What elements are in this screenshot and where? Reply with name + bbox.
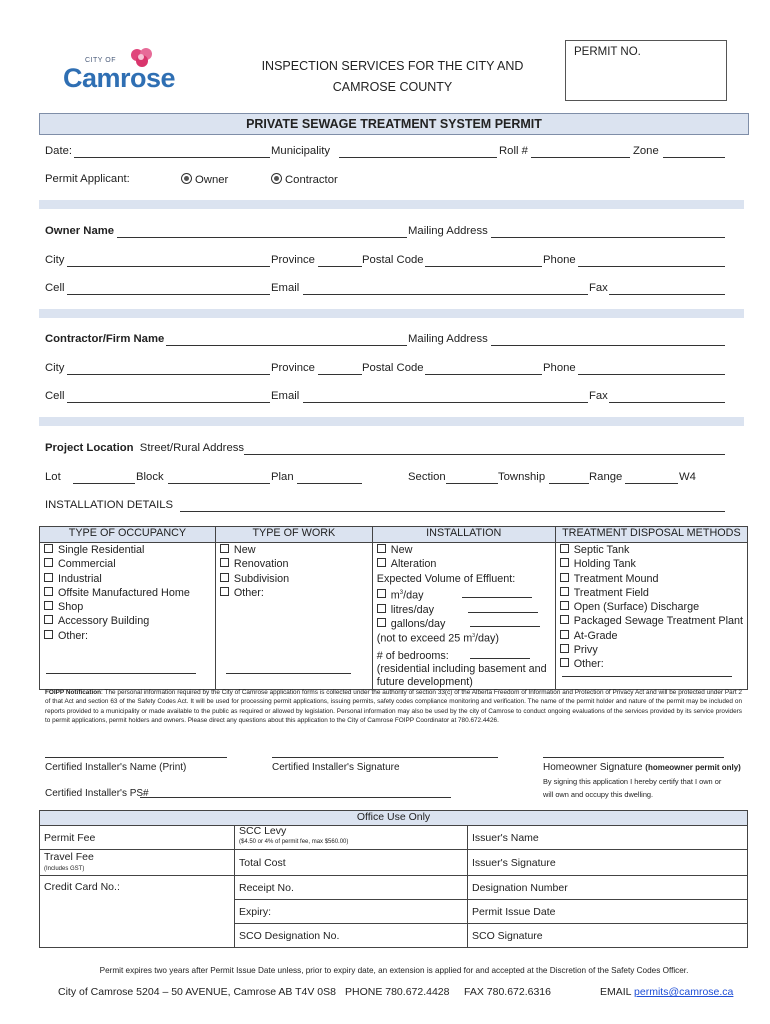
disposal-column: [555, 543, 747, 690]
owner-postal-label: Postal Code: [362, 254, 424, 266]
checkbox-icon: [44, 544, 53, 553]
section-divider: [39, 200, 744, 209]
checkbox-icon: [377, 618, 386, 627]
camrose-logo: [63, 48, 203, 98]
section-divider: [39, 417, 744, 426]
bedrooms-row: # of bedrooms:: [377, 649, 551, 663]
w4-label: W4: [679, 471, 696, 483]
header-disposal: TREATMENT DISPOSAL METHODS: [555, 527, 747, 543]
owner-mailing-label: Mailing Address: [408, 225, 488, 237]
scc-levy-cell[interactable]: SCC Levy ($4.50 or 4% of permit fee, max $560.00): [235, 826, 468, 850]
work-column: [215, 543, 372, 690]
street-address-label: Street/Rural Address: [139, 442, 245, 454]
block-label: Block: [136, 471, 164, 483]
work-option[interactable]: Subdivision: [220, 572, 368, 586]
municipality-label: Municipality: [271, 145, 331, 157]
contractor-mailing-field[interactable]: [491, 345, 725, 346]
contractor-email-label: Email: [271, 390, 300, 402]
occupancy-option[interactable]: Industrial: [44, 572, 211, 586]
header-work: TYPE OF WORK: [215, 527, 372, 543]
disposal-option[interactable]: At-Grade: [560, 629, 743, 643]
block-field[interactable]: [168, 483, 270, 484]
owner-name-field[interactable]: [117, 237, 407, 238]
gallons-field[interactable]: [470, 626, 540, 627]
owner-phone-field[interactable]: [578, 266, 725, 267]
issuer-signature-cell[interactable]: Issuer's Signature: [468, 850, 748, 876]
litres-field[interactable]: [468, 612, 538, 613]
occupancy-option[interactable]: Shop: [44, 600, 211, 614]
occupancy-option[interactable]: Other:: [44, 629, 211, 643]
owner-phone-label: Phone: [543, 254, 576, 266]
disposal-option[interactable]: Treatment Mound: [560, 572, 743, 586]
not-exceed-note: (not to exceed 25 $m^3/day$): [376, 632, 500, 645]
contractor-mailing-label: Mailing Address: [408, 333, 488, 345]
installation-details-field[interactable]: [180, 511, 725, 512]
installer-ps-label: Certified Installer's PS#: [45, 788, 149, 799]
homeowner-sig-note: (homeowner permit only): [645, 763, 741, 772]
contractor-postal-label: Postal Code: [362, 362, 424, 374]
contractor-radio-label: Contractor: [285, 174, 338, 186]
zone-label: Zone: [633, 145, 659, 157]
litres-row[interactable]: litres/day: [377, 603, 551, 617]
expiry-cell[interactable]: Expiry:: [235, 900, 468, 924]
m3-field[interactable]: [462, 597, 532, 598]
contractor-radio[interactable]: [271, 173, 338, 186]
permit-no-label: PERMIT NO.: [574, 46, 641, 58]
bedrooms-field[interactable]: [470, 658, 530, 659]
checkbox-icon: [220, 587, 229, 596]
header-occupancy: TYPE OF OCCUPANCY: [40, 527, 216, 543]
installation-details-label: INSTALLATION DETAILS: [45, 499, 174, 511]
checkbox-icon: [44, 573, 53, 582]
gallons-row[interactable]: gallons/day: [377, 617, 551, 631]
credit-card-cell[interactable]: Credit Card No.:: [40, 876, 235, 948]
permit-no-box[interactable]: [565, 40, 727, 101]
contractor-cell-field[interactable]: [67, 402, 270, 403]
disposal-option[interactable]: Privy: [560, 643, 743, 657]
occupancy-option[interactable]: Commercial: [44, 557, 211, 571]
occupancy-column: [40, 543, 216, 690]
lot-label: Lot: [45, 471, 61, 483]
owner-mailing-field[interactable]: [491, 237, 725, 238]
designation-number-cell[interactable]: Designation Number: [468, 876, 748, 900]
roll-label: Roll #: [499, 145, 528, 157]
header-title: [245, 56, 540, 98]
contractor-province-label: Province: [271, 362, 315, 374]
disposal-option[interactable]: Packaged Sewage Treatment Plant: [560, 614, 743, 628]
disposal-option[interactable]: Treatment Field: [560, 586, 743, 600]
plan-field[interactable]: [297, 483, 362, 484]
owner-province-label: Province: [271, 254, 315, 266]
work-option[interactable]: Other:: [220, 586, 368, 600]
owner-name-label: Owner Name: [45, 225, 115, 237]
contractor-fax-label: Fax: [589, 390, 608, 402]
checkbox-icon: [377, 544, 386, 553]
township-label: Township: [498, 471, 546, 483]
contractor-phone-label: Phone: [543, 362, 576, 374]
section-label: Section: [408, 471, 446, 483]
section-divider: [39, 309, 744, 318]
checkbox-icon: [44, 615, 53, 624]
zone-field[interactable]: [663, 157, 725, 158]
municipality-field[interactable]: [339, 157, 497, 158]
occupancy-option[interactable]: Single Residential: [44, 543, 211, 557]
owner-postal-field[interactable]: [425, 266, 542, 267]
sco-signature-cell[interactable]: SCO Signature: [468, 924, 748, 948]
township-field[interactable]: [549, 483, 589, 484]
header-installation: INSTALLATION: [372, 527, 555, 543]
installer-signature-label: Certified Installer's Signature: [272, 762, 400, 773]
homeowner-signature-label: [543, 762, 741, 773]
project-location-label: [45, 442, 244, 454]
checkbox-icon: [560, 615, 569, 624]
homeowner-sig-text: Homeowner Signature: [543, 762, 643, 773]
installation-option[interactable]: New: [377, 543, 551, 557]
owner-radio[interactable]: [181, 173, 228, 186]
logo-wordmark: Camrose: [63, 63, 176, 93]
checkbox-icon: [560, 544, 569, 553]
checkbox-icon: [560, 630, 569, 639]
installer-signature-field[interactable]: [272, 757, 498, 758]
disposal-other-field[interactable]: [562, 676, 732, 677]
owner-cell-label: Cell: [45, 282, 65, 294]
logo-city-of: CITY OF: [85, 57, 116, 64]
checkbox-icon: [560, 558, 569, 567]
occupancy-option[interactable]: Offsite Manufactured Home: [44, 586, 211, 600]
expiry-note: Permit expires two years after Permit Issue Date unless, prior to expiry date, an extension is applied for and accepted at the Discretion of the Safety Codes Officer.: [99, 966, 689, 975]
checkbox-icon: [44, 601, 53, 610]
checkbox-icon: [377, 589, 386, 598]
checkbox-icon: [44, 587, 53, 596]
owner-province-field[interactable]: [318, 266, 362, 267]
contractor-cell-label: Cell: [45, 390, 65, 402]
effluent-label: Expected Volume of Effluent:: [376, 572, 516, 585]
occupancy-option[interactable]: Accessory Building: [44, 614, 211, 628]
checkbox-icon: [220, 558, 229, 567]
checkbox-icon: [44, 630, 53, 639]
contractor-name-field[interactable]: [166, 345, 407, 346]
owner-radio-label: Owner: [195, 174, 229, 186]
contractor-fax-field[interactable]: [609, 402, 725, 403]
contractor-name-label: Contractor/Firm Name: [45, 333, 165, 345]
section-field[interactable]: [446, 483, 498, 484]
disposal-option[interactable]: Open (Surface) Discharge: [560, 600, 743, 614]
installer-name-field[interactable]: [45, 757, 227, 758]
project-location-bold: Project Location: [45, 442, 134, 454]
owner-fax-label: Fax: [589, 282, 608, 294]
installer-name-label: Certified Installer's Name (Print): [45, 762, 187, 773]
certify-line2: will own and occupy this dwelling.: [543, 790, 654, 799]
checkbox-icon: [560, 587, 569, 596]
checkbox-icon: [560, 644, 569, 653]
checkbox-icon: [560, 601, 569, 610]
bedrooms-note: (residential including basement and future development): [376, 663, 547, 689]
range-field[interactable]: [625, 483, 678, 484]
work-option[interactable]: New: [220, 543, 368, 557]
owner-city-label: City: [45, 254, 65, 266]
form-title: PRIVATE SEWAGE TREATMENT SYSTEM PERMIT: [39, 113, 749, 135]
contractor-postal-field[interactable]: [425, 374, 542, 375]
checkbox-icon: [220, 573, 229, 582]
checkbox-icon: [377, 558, 386, 567]
disposal-option[interactable]: Septic Tank: [560, 543, 743, 557]
checkbox-icon: [560, 573, 569, 582]
radio-icon: [181, 173, 192, 184]
occupancy-other-field[interactable]: [46, 673, 196, 674]
receipt-no-cell[interactable]: Receipt No.: [235, 876, 468, 900]
email-link[interactable]: permits@camrose.ca: [634, 986, 734, 998]
total-cost-cell[interactable]: Total Cost: [235, 850, 468, 876]
footer-phone: PHONE 780.672.4428: [345, 986, 450, 998]
work-other-field[interactable]: [226, 673, 351, 674]
foip-title: FOIPP Notification: [45, 689, 102, 696]
installation-option[interactable]: Alteration: [377, 557, 551, 571]
lot-field[interactable]: [73, 483, 135, 484]
issuer-name-cell[interactable]: Issuer's Name: [468, 826, 748, 850]
header-title-line1: INSPECTION SERVICES FOR THE CITY AND: [261, 59, 524, 73]
owner-email-label: Email: [271, 282, 300, 294]
office-use-title: Office Use Only: [40, 811, 748, 826]
footer-email: [600, 986, 733, 998]
details-table: [39, 526, 748, 690]
checkbox-icon: [377, 604, 386, 613]
contractor-phone-field[interactable]: [578, 374, 725, 375]
foip-text: : The personal information required by the City of Camrose application forms is collected under the authority of section 33(c) of the Alberta Freedom of Information and Protection of Privacy Act and will be protected under Part 2 of that Act and section 63 of the Safety Codes Act. It will be used for processing permit applications, issuing permits, safety codes compliance monitoring and verification. The name of the permit holder and nature of the permit may be included on reports provided to a municipality or made available to the public as required or allowed by legislation. Personal information may also be used by the city of Camrose to conduct ongoing evaluations of the services provided by its service providers to permit applications, permit holders and owners. Please direct any questions about this application to the City of Camrose FOIPP Coordinator at 780.672.4426.: [45, 689, 742, 724]
foip-notice: [45, 688, 742, 725]
footer-address: City of Camrose 5204 – 50 AVENUE, Camrose AB T4V 0S8: [58, 986, 336, 998]
permit-applicant-label: Permit Applicant:: [45, 173, 130, 185]
homeowner-signature-field[interactable]: [543, 757, 724, 758]
owner-fax-field[interactable]: [609, 294, 725, 295]
owner-city-field[interactable]: [67, 266, 270, 267]
footer-fax: FAX 780.672.6316: [464, 986, 551, 998]
disposal-option[interactable]: Other:: [560, 657, 743, 671]
range-label: Range: [589, 471, 623, 483]
checkbox-icon: [44, 558, 53, 567]
contractor-city-field[interactable]: [67, 374, 270, 375]
date-label: Date:: [45, 145, 73, 157]
m3-row[interactable]: $m^3$/day: [377, 586, 551, 603]
checkbox-icon: [220, 544, 229, 553]
sco-designation-cell[interactable]: SCO Designation No.: [235, 924, 468, 948]
travel-fee-cell[interactable]: Travel Fee (Includes GST): [40, 850, 235, 876]
disposal-option[interactable]: Holding Tank: [560, 557, 743, 571]
header-title-line2: CAMROSE COUNTY: [332, 80, 453, 94]
roll-field[interactable]: [531, 157, 630, 158]
owner-cell-field[interactable]: [67, 294, 270, 295]
street-address-field[interactable]: [244, 454, 725, 455]
contractor-province-field[interactable]: [318, 374, 362, 375]
installer-ps-field[interactable]: [140, 797, 451, 798]
plan-label: Plan: [271, 471, 294, 483]
date-field[interactable]: [74, 157, 270, 158]
certify-line1: By signing this application I hereby certify that I own or: [543, 777, 722, 786]
contractor-email-field[interactable]: [303, 402, 588, 403]
footer-email-label: EMAIL: [600, 986, 632, 998]
permit-issue-date-cell[interactable]: Permit Issue Date: [468, 900, 748, 924]
installation-column: [372, 543, 555, 690]
checkbox-icon: [560, 658, 569, 667]
contractor-city-label: City: [45, 362, 65, 374]
office-use-table: [39, 810, 748, 948]
work-option[interactable]: Renovation: [220, 557, 368, 571]
owner-email-field[interactable]: [303, 294, 588, 295]
permit-fee-cell[interactable]: Permit Fee: [40, 826, 235, 850]
radio-icon: [271, 173, 282, 184]
